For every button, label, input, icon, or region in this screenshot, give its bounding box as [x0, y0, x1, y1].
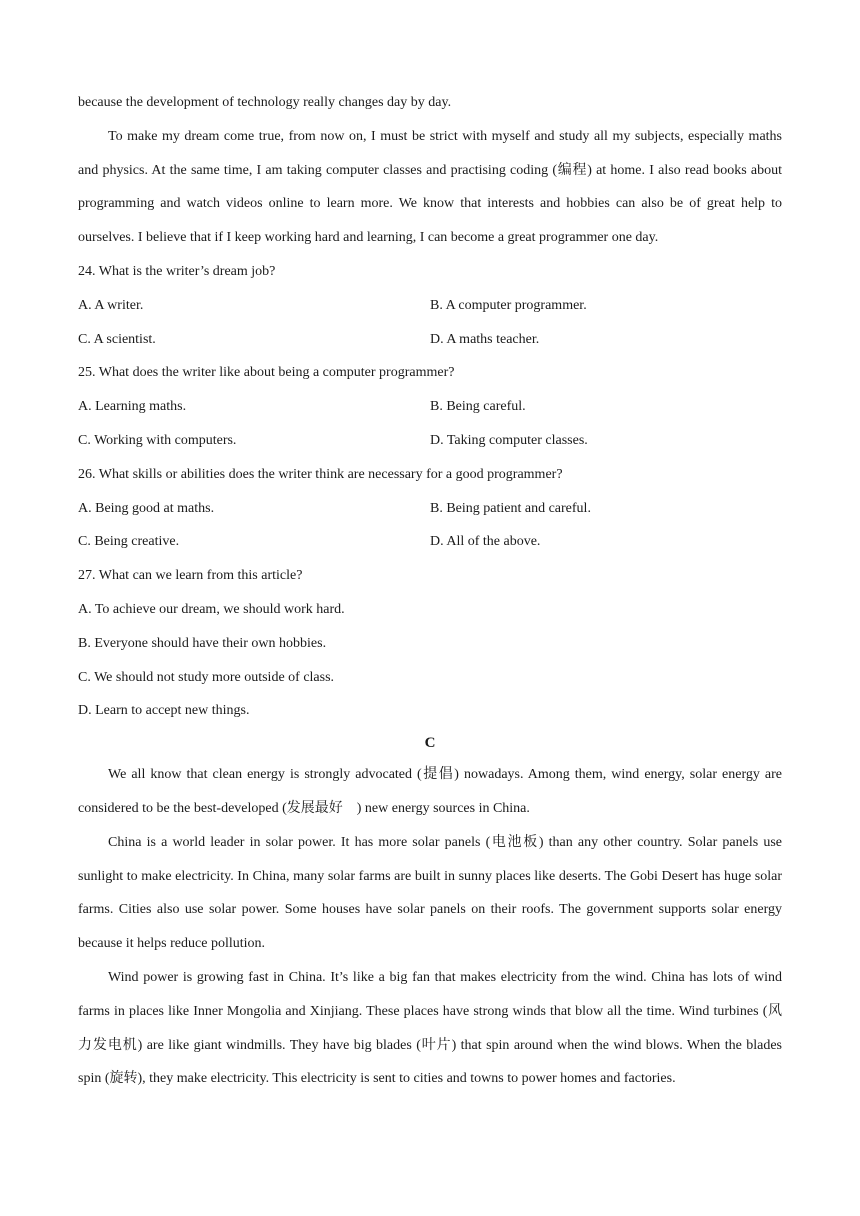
question-27 [78, 559, 782, 728]
options-row [78, 525, 782, 559]
option-d: D. All of the above. [430, 534, 541, 550]
question-24 [78, 255, 782, 356]
passage-c-paragraph-1: We all know that clean energy is strongly advocated (提倡) nowadays. Among them, wind energy, solar energy are considered to be the best-developed (发展最好 ) new energy sources in China. [78, 767, 782, 816]
options-row [78, 424, 782, 458]
option-b: B. Being careful. [430, 399, 526, 415]
passage-c-paragraph-2: China is a world leader in solar power. It has more solar panels (电池板) than any other country. Solar panels use sunlight to make electricity. In China, many solar farms are built in sunny places like deserts. The Gobi Desert has huge solar farms. Cities also use solar power. Some houses have solar panels on their roofs. The government supports solar energy because it helps reduce pollution. [78, 834, 782, 952]
passage-b-paragraph: To make my dream come true, from now on, I must be strict with myself and study all my subjects, especially maths and physics. At the same time, I am taking computer classes and practising coding (编程) at home. I also read books about programming and watch videos online to learn more. We know that interests and hobbies can also be of great help to ourselves. I believe that if I keep working hard and learning, I can become a great programmer one day. [78, 128, 782, 246]
passage-c-paragraph-3: Wind power is growing fast in China. It’s like a big fan that makes electricity from the wind. China has lots of wind farms in places like Inner Mongolia and Xinjiang. These places have strong winds that blow all the time. Wind turbines (风力发电机) are like giant windmills. They have big blades (叶片) that spin around when the wind blows. When the blades spin (旋转), they make electricity. This electricity is sent to cities and towns to power homes and factories. [78, 969, 782, 1087]
question-stem: 24. What is the writer’s dream job? [78, 263, 276, 279]
section-title: C [424, 735, 436, 752]
option-b: B. Being patient and careful. [430, 500, 591, 516]
question-26 [78, 458, 782, 559]
options-row [78, 390, 782, 424]
option-d: D. A maths teacher. [430, 331, 540, 347]
option-d: D. Learn to accept new things. [78, 703, 250, 719]
option-c: C. Working with computers. [78, 432, 237, 448]
option-a: A. To achieve our dream, we should work hard. [78, 601, 345, 617]
passage-b [78, 86, 782, 255]
option-c: C. Being creative. [78, 534, 180, 550]
question-stem: 25. What does the writer like about being a computer programmer? [78, 365, 455, 381]
option-d: D. Taking computer classes. [430, 432, 588, 448]
question-stem: 27. What can we learn from this article? [78, 568, 303, 584]
passage-c [78, 758, 782, 1096]
option-b: B. Everyone should have their own hobbies. [78, 635, 327, 651]
option-a: A. Being good at maths. [78, 500, 215, 516]
option-b: B. A computer programmer. [430, 297, 587, 313]
option-a: A. A writer. [78, 297, 144, 313]
option-c: C. We should not study more outside of class. [78, 669, 335, 685]
options-row [78, 492, 782, 526]
option-c: C. A scientist. [78, 331, 156, 347]
question-25 [78, 356, 782, 457]
options-row [78, 289, 782, 323]
options-row [78, 323, 782, 357]
passage-b-paragraph-end: because the development of technology really changes day by day. [78, 95, 452, 110]
option-a: A. Learning maths. [78, 399, 187, 415]
question-stem: 26. What skills or abilities does the writer think are necessary for a good programmer? [78, 466, 563, 482]
